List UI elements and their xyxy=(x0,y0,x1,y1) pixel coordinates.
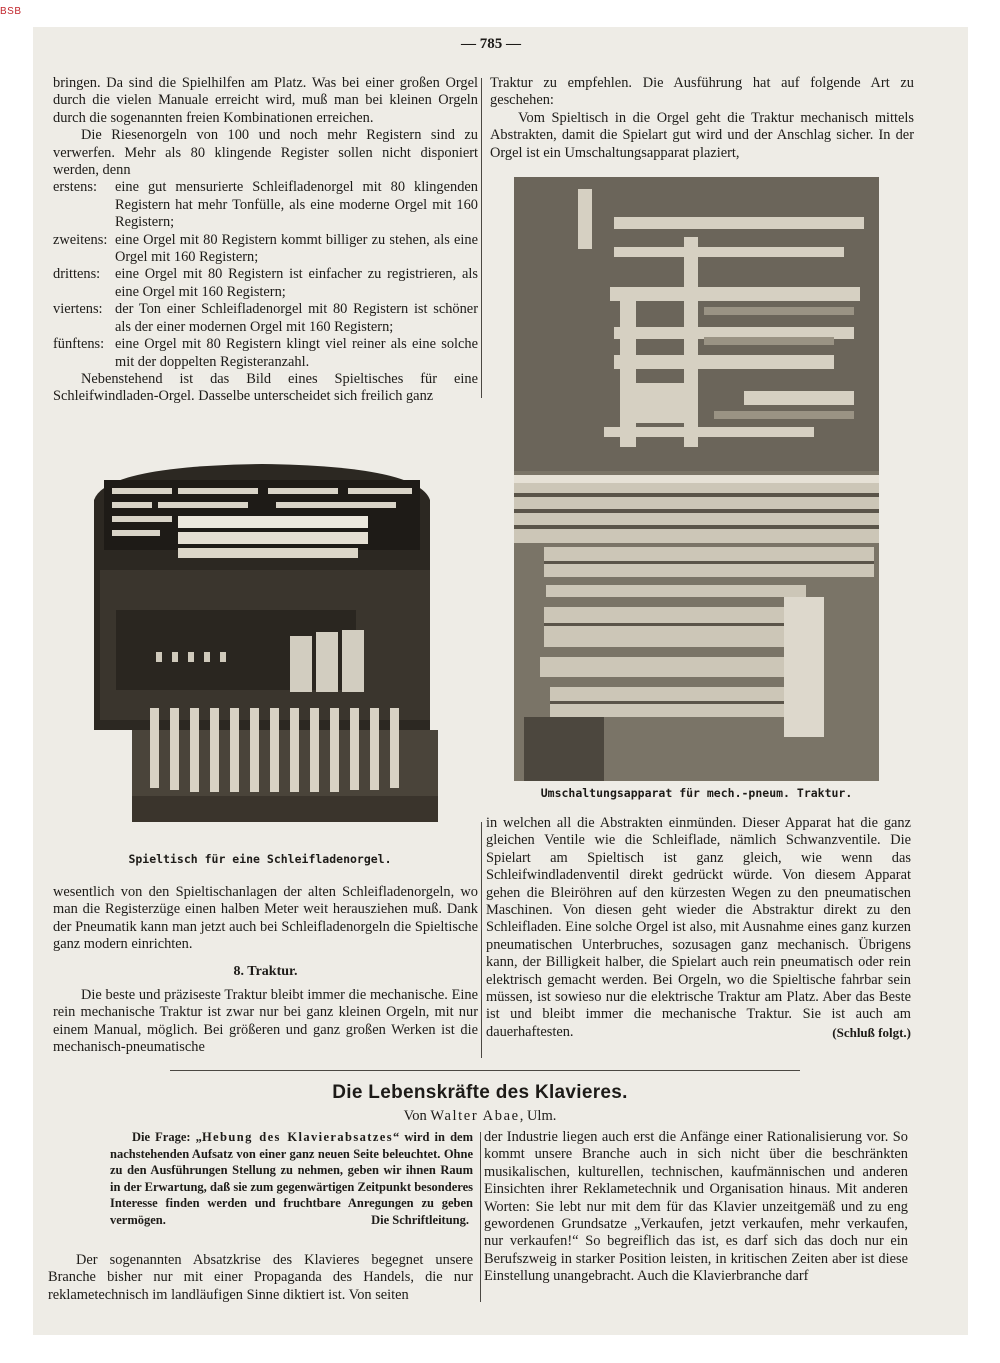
enum-key: zweitens: xyxy=(53,231,108,248)
right-column-bottom xyxy=(486,815,911,1042)
figure-caption-console: Spieltisch für eine Schleifladenorgel. xyxy=(128,852,392,866)
article-divider xyxy=(170,1070,800,1071)
paragraph: der Industrie liegen auch erst die Anfänge einer Rationalisierung vor. So kommt unsere Branche auch in sich nicht über die beschränkten musikalischen, kulturellen, technischen, kaufmännischen und anderen Einsichten ihrer Reklametechnik und Organisation hinaus. Mit anderen Worten: Sie lebt nur mit dem für das Klavier unzeitgemäß und zu eng gewordenen Grundsatze „Verkaufen, jetzt verkaufen, mehr verkaufen, nur verkaufen!“ So begreiflich das ist, es darf sich das doch nur ein Berufszweig in starker Position leisten, in kritischen Zeiten aber ist diese Einstellung unangebracht. Auch die Klavierbranche darf xyxy=(484,1129,908,1285)
section-heading: 8. Traktur. xyxy=(233,963,298,979)
paragraph: Nebenstehend ist das Bild eines Spieltisches für eine Schleifwindladen-Orgel. Dasselbe unterscheidet sich freilich ganz xyxy=(53,370,478,405)
enum-item xyxy=(53,232,478,267)
paragraph: wesentlich von den Spieltischanlagen der alten Schleifladenorgeln, wo man die Registerzüge einen halben Meter weit herausziehen muß. Dank der Pneumatik kann man jetzt auch bei Schleifladenorgeln die Spieltische ganz modern einrichten. xyxy=(53,884,478,953)
paragraph: Traktur zu empfehlen. Die Ausführung hat auf folgende Art zu geschehen: xyxy=(490,75,914,109)
editor-note xyxy=(110,1129,473,1229)
paragraph: in welchen all die Abstrakten einmünden. Dieser Apparat hat die ganz gleichen Ventile wie die Schleiflade, nämlich Schwanzventile. Die Spielart am Spieltisch ist ganz gleich, wie wenn das Schleifwindladenventil direkt gedrückt würde. Von diesem Apparat gehen die Bleiröhren auf den kürzesten Wegen zu den pneumatischen Maschinen. Von diesen geht wieder die Abstraktur direkt zu den Schleifladen. Eine solche Orgel ist also, mit Ausnahme eines ganz kurzen pneumatischen Unterbruches, sozusagen ganz mechanisch. Übrigens kann, der Billigkeit halber, die Spielart auch rein pneumatisch oder rein elektrisch gemacht werden. Bei Orgeln, wo die Spieltische fahrbar sein müssen, ist sowieso nur die elektrische Traktur am Platz. Aber das Beste ist und bleibt immer die mechanische Traktur. Sie ist auch am dauerhaftesten. xyxy=(486,815,911,1040)
paragraph: Der sogenannten Absatzkrise des Klavieres begegnet unsere Branche bisher nur mit einer Propaganda des Handels, die nur reklametechnisch im landläufigen Sinne diktiert ist. Von seiten xyxy=(48,1252,473,1303)
column-rule xyxy=(481,78,482,398)
library-mark: BSB xyxy=(0,6,22,17)
enum-text: eine Orgel mit 80 Registern klingt viel reiner als eine solche mit der doppelten Registeranzahl. xyxy=(115,336,478,370)
byline-prefix: Von xyxy=(403,1108,427,1124)
column-rule xyxy=(481,822,482,1058)
enum-item xyxy=(53,301,478,336)
enum-key: fünftens: xyxy=(53,336,105,353)
enum-item xyxy=(53,336,478,371)
editor-note-topic: Hebung des Klavierabsatzes xyxy=(201,1130,394,1144)
left-column-bottom xyxy=(53,884,478,1057)
enum-key: viertens: xyxy=(53,301,103,318)
organ-console-drawing xyxy=(86,460,438,822)
editor-signature: Die Schriftleitung. xyxy=(371,1212,469,1227)
enum-key: drittens: xyxy=(53,266,101,283)
enum-text: eine gut mensurierte Schleifladenorgel mit 80 klingenden Registern hat mehr Tonfülle, als eine moderne Orgel mit 160 Registern; xyxy=(115,179,478,231)
paragraph: bringen. Da sind die Spielhilfen am Platz. Was bei einer großen Orgel durch die vielen Manuale erreicht wird, muß man bei kleinen Orgeln durch die sogenannten freien Kombinationen erreichen. xyxy=(53,75,478,126)
switching-apparatus-photo xyxy=(514,177,879,781)
enum-text: eine Orgel mit 80 Registern ist einfacher zu registrieren, als eine Orgel mit 160 Registern; xyxy=(115,266,478,300)
byline-place: , Ulm. xyxy=(519,1108,557,1124)
figure-caption-apparatus: Umschaltungsapparat für mech.-pneum. Traktur. xyxy=(540,786,853,800)
author-name: Walter Abae xyxy=(430,1108,520,1124)
continued-note: (Schluß folgt.) xyxy=(832,1025,911,1041)
organ-console-photo xyxy=(86,460,438,822)
right-column-top xyxy=(490,75,914,162)
article-right-column xyxy=(484,1129,908,1286)
enum-text: der Ton einer Schleifladenorgel mit 80 Registern ist schöner als der einer modernen Orgel mit 160 Registern; xyxy=(115,301,478,335)
enum-text: eine Orgel mit 80 Registern kommt billiger zu stehen, als eine Orgel mit 160 Registern; xyxy=(115,231,478,266)
enum-key: erstens: xyxy=(53,179,97,196)
column-rule xyxy=(480,1132,481,1302)
enum-item xyxy=(53,179,478,231)
paragraph: Vom Spieltisch in die Orgel geht die Traktur mechanisch mittels Abstrakten, damit die Spielart gut wird und der Anschlag sicher. In der Orgel ist ein Umschaltungsapparat plaziert, xyxy=(490,109,914,161)
article-byline xyxy=(280,1108,680,1125)
editor-note-text: “ wird in dem nachstehenden Aufsatz von einer ganz neuen Seite beleuchtet. Ohne zu den Ausführungen Stellung zu nehmen, geben wir ihnen Raum in der Erwartung, daß sie zum gegenwärtigen Zeitpunkt besonderes Interesse finden werden und fruchtbare Anregungen zu geben vermögen. xyxy=(110,1130,473,1227)
editor-note-prefix: Die Frage: „ xyxy=(132,1130,202,1144)
page-number: — 785 — xyxy=(461,36,521,52)
article-left-column xyxy=(48,1252,473,1304)
paragraph: Die Riesenorgeln von 100 und noch mehr Registern sind zu verwerfen. Mehr als 80 klingende Register sollen nicht disponiert werden, denn xyxy=(53,127,478,179)
paragraph: Die beste und präziseste Traktur bleibt immer die mechanische. Eine rein mechanische Traktur ist zwar nur bei ganz kleinen Orgeln, mit nur einem Manual, möglich. Bei größeren und ganz großen Werken ist die mechanisch-pneumatische xyxy=(53,987,478,1056)
left-column-top xyxy=(53,75,478,406)
enum-item xyxy=(53,266,478,301)
switching-apparatus-drawing xyxy=(514,177,879,781)
article-title: Die Lebenskräfte des Klavieres. xyxy=(332,1082,628,1103)
